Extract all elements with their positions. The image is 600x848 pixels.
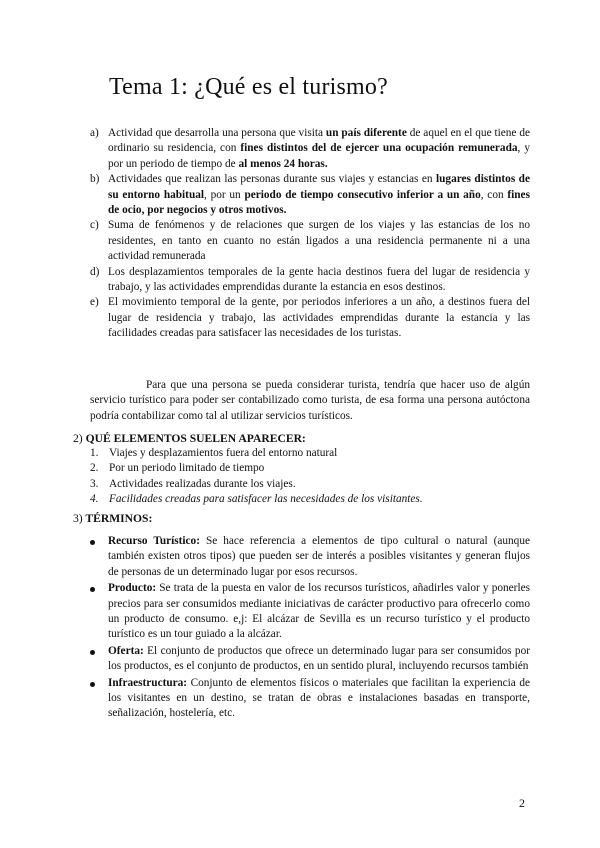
definition-marker: c): [90, 219, 99, 232]
term-label: Recurso Turístico:: [108, 535, 200, 547]
definition-item: [90, 172, 530, 218]
definitions-list: [90, 126, 530, 342]
element-text: Facilidades creadas para satisfacer las necesidades de los visitantes.: [109, 493, 423, 506]
section-3-title: TÉRMINOS:: [85, 512, 153, 525]
definition-text: de aquel en el que tiene de ordinario su residencia, con: [108, 127, 531, 155]
definition-marker: b): [90, 173, 100, 186]
term-definition: Conjunto de elementos físicos o materiales que facilitan la experiencia de los visitantes en un destino, se tratan de obras e instalaciones basadas en transporte, señalización, hostelería, etc.: [108, 676, 530, 720]
definition-item: [90, 126, 530, 172]
element-text: Actividades realizadas durante los viajes.: [109, 477, 296, 490]
page-number: 2: [519, 796, 525, 810]
definition-text: Los desplazamientos temporales de la gente hacia destinos fuera del lugar de residencia y trabajo, y las actividades emprendidas durante la estancia en esos destinos.: [108, 265, 530, 294]
element-item: [90, 461, 423, 476]
element-marker: 2.: [90, 462, 99, 475]
definition-bold-text: periodo de tiempo consecutivo inferior a un año: [244, 188, 481, 201]
elements-list: [90, 446, 423, 508]
body-paragraph: Para que una persona se pueda considerar turista, tendría que hacer uso de algún servicio turístico para poder ser contabilizado como turista, de esa forma una persona autóctona podría contabilizar como tal al utilizar servicios turísticos.: [90, 379, 530, 422]
definition-text: Actividades que realizan las personas durante sus viajes y estancias en: [108, 173, 436, 186]
term-definition: El conjunto de productos que ofrece un determinado lugar para ser consumidos por los productos, es el conjunto de productos, en un sentido plural, incluyendo recursos también: [108, 644, 530, 673]
section-3-number: 3): [73, 512, 83, 525]
bullet-icon: [90, 540, 95, 545]
term-item: [90, 581, 530, 643]
term-item: [90, 676, 530, 722]
terms-list: [90, 534, 530, 723]
definition-bold-text: fines de ocio, por negocios y otros motivos.: [108, 188, 530, 217]
bullet-icon: [90, 650, 95, 655]
element-text: Por un periodo limitado de tiempo: [109, 462, 265, 475]
term-definition: Se trata de la puesta en valor de los recursos turísticos, añadirles valor y ponerles precios para ser consumidos mediante iniciativas de carácter productivo para ofrecerlo como un producto de consumo. e,j: El alcázar de Sevilla es un recurso turístico y el producto turístico es un tour guiado a la alcázar.: [108, 582, 530, 641]
definition-item: [90, 295, 530, 341]
definition-bold-text: al menos 24 horas.: [238, 157, 328, 170]
element-marker: 3.: [90, 477, 99, 490]
definition-text: Suma de fenómenos y de relaciones que surgen de los viajes y las estancias de los no residentes, en tanto en cuanto no están ligados a una residencia permanente ni a una actividad remunerada: [108, 219, 530, 263]
definition-marker: a): [90, 127, 99, 139]
definition-marker: e): [90, 296, 99, 309]
page-title: Tema 1: ¿Qué es el turismo?: [109, 74, 388, 100]
term-item: [90, 534, 530, 580]
element-text: Viajes y desplazamientos fuera del entorno natural: [109, 447, 338, 459]
element-item: [90, 492, 423, 507]
element-item: [90, 477, 423, 492]
term-label: Infraestructura:: [108, 676, 188, 689]
bullet-icon: [90, 682, 95, 687]
definition-bold-text: un país diferente: [325, 127, 407, 139]
bullet-icon: [90, 587, 95, 592]
term-label: Producto:: [108, 582, 157, 595]
section-2-number: 2): [73, 432, 83, 445]
element-marker: 4.: [90, 493, 99, 506]
section-2-heading: [73, 431, 306, 446]
definition-item: [90, 218, 530, 264]
definition-bold-text: lugares distintos de su entorno habitual: [108, 173, 530, 201]
definition-bold-text: fines distintos del de ejercer una ocupación remunerada: [240, 142, 518, 155]
definition-text: , por un: [204, 188, 245, 201]
section-2-title: QUÉ ELEMENTOS SUELEN APARECER:: [85, 432, 306, 445]
term-label: Oferta:: [108, 644, 144, 657]
section-3-heading: [73, 511, 152, 526]
definition-text: , y por un periodo de tiempo de: [108, 142, 530, 170]
definition-text: Actividad que desarrolla una persona que visita: [108, 127, 326, 139]
term-definition: Se hace referencia a elementos de tipo cultural o natural (aunque también existen otros tipos) que pueden ser de interés a posibles visitantes y generan flujos de personas de un determinado lugar por esos recursos.: [108, 535, 530, 578]
definition-text: El movimiento temporal de la gente, por periodos inferiores a un año, a destinos fuera del lugar de residencia y trabajo, las actividades emprendidas durante la estancia y las facilidades creadas para satisfacer las necesidades de los turistas.: [108, 296, 530, 340]
element-item: [90, 446, 423, 461]
definition-marker: d): [90, 265, 100, 278]
definition-item: [90, 265, 530, 296]
element-marker: 1.: [90, 447, 99, 459]
term-item: [90, 644, 530, 675]
definition-text: , con: [480, 188, 508, 201]
